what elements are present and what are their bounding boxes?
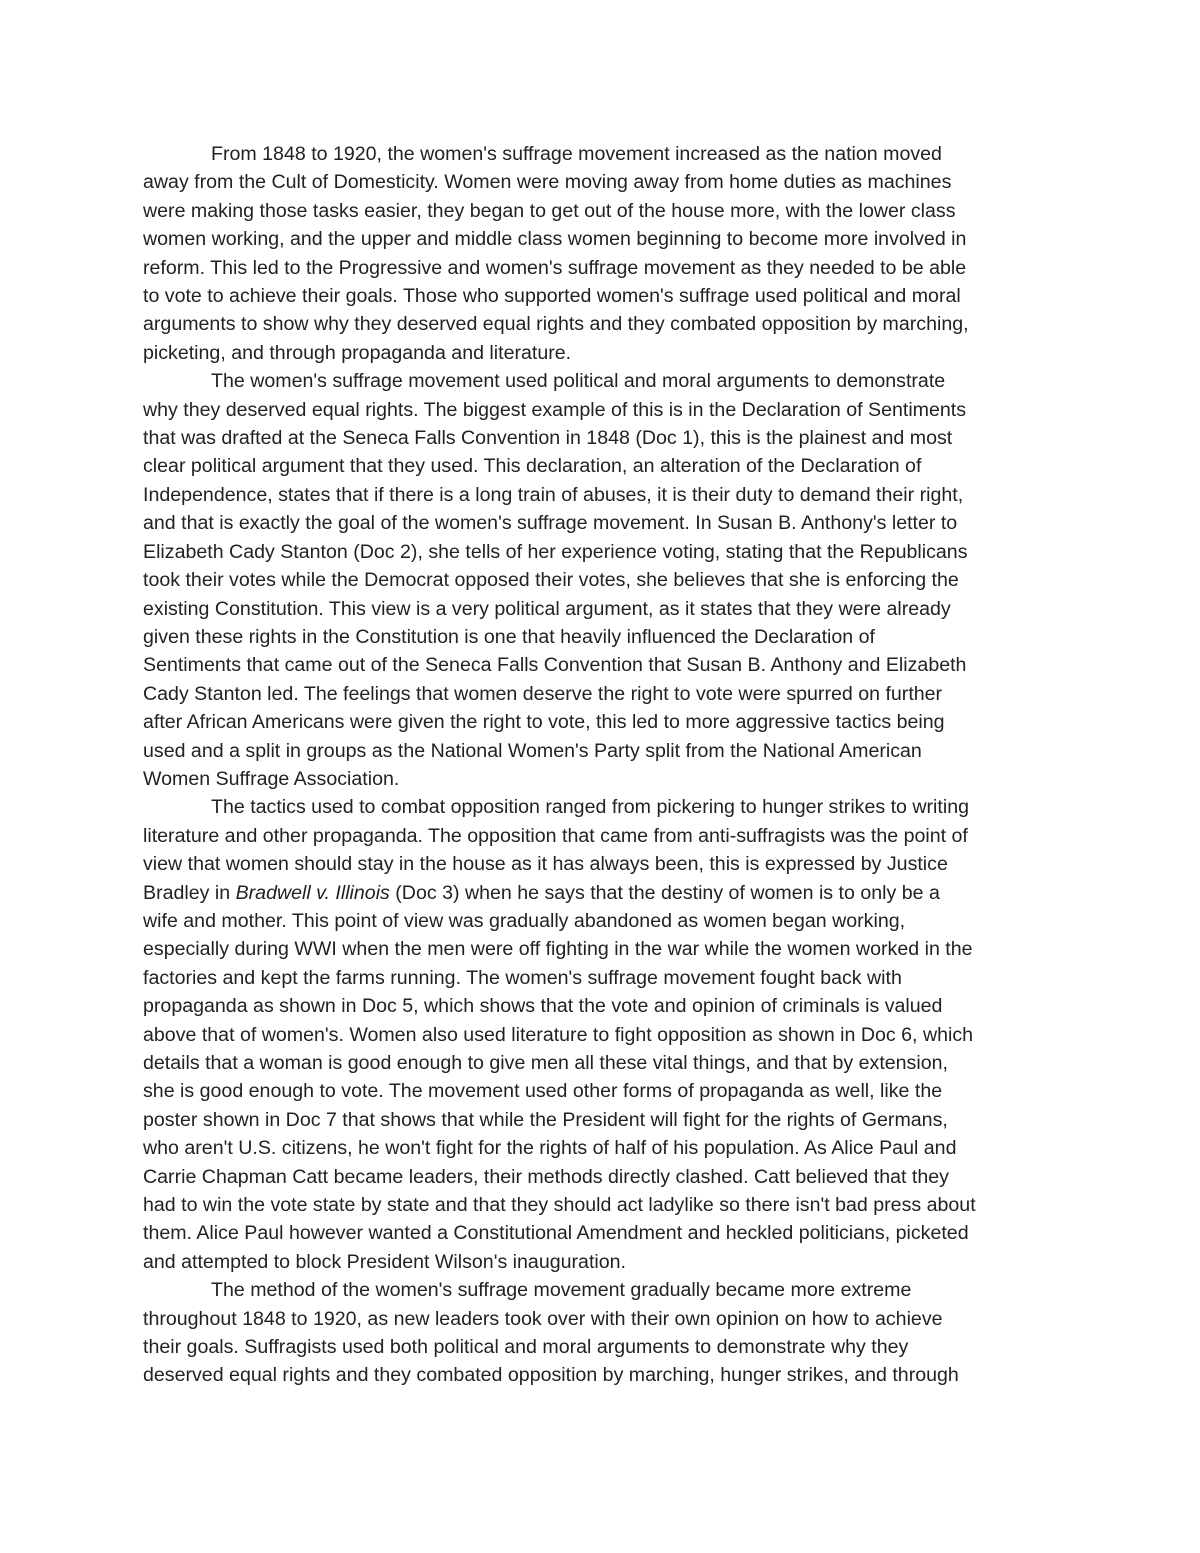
paragraph-conclusion (143, 1276, 1063, 1390)
text-line: their goals. Suffragists used both political and moral arguments to demonstrate why they (143, 1336, 909, 1359)
text-line: given these rights in the Constitution is one that heavily influenced the Declaration of (143, 625, 875, 648)
paragraph-tactics (143, 793, 1063, 1276)
text-line: throughout 1848 to 1920, as new leaders took over with their own opinion on how to achieve (143, 1307, 943, 1330)
text-line: she is good enough to vote. The movement used other forms of propaganda as well, like the (143, 1080, 943, 1103)
text-line: away from the Cult of Domesticity. Women were moving away from home duties as machines (143, 171, 952, 194)
text-line: reform. This led to the Progressive and women's suffrage movement as they needed to be able (143, 256, 967, 279)
text-line: women working, and the upper and middle class women beginning to become more involved in (143, 228, 967, 251)
case-name-italic: Bradwell v. Illinois (235, 881, 390, 904)
text-line: The women's suffrage movement used political and moral arguments to demonstrate (211, 370, 946, 393)
text-line: details that a woman is good enough to give men all these vital things, and that by extension, (143, 1052, 948, 1074)
text-line: Women Suffrage Association. (143, 767, 400, 790)
text-line: had to win the vote state by state and that they should act ladylike so there isn't bad press about (143, 1194, 976, 1217)
text-line: factories and kept the farms running. The women's suffrage movement fought back with (143, 966, 902, 989)
document-page (143, 140, 1063, 1390)
text-line: were making those tasks easier, they began to get out of the house more, with the lower class (143, 199, 956, 222)
text-line: to vote to achieve their goals. Those who supported women's suffrage used political and moral (143, 285, 961, 308)
text-line: Elizabeth Cady Stanton (Doc 2), she tells of her experience voting, stating that the Republicans (143, 540, 968, 563)
text-line: deserved equal rights and they combated opposition by marching, hunger strikes, and through (143, 1364, 959, 1387)
text-line: clear political argument that they used. This declaration, an alteration of the Declaration of (143, 455, 922, 478)
text-line: literature and other propaganda. The opposition that came from anti-suffragists was the point of (143, 824, 968, 847)
text-line: and that is exactly the goal of the women's suffrage movement. In Susan B. Anthony's letter to (143, 512, 958, 535)
text-line: who aren't U.S. citizens, he won't fight for the rights of half of his population. As Alice Paul and (143, 1137, 957, 1160)
text-line: above that of women's. Women also used literature to fight opposition as shown in Doc 6, which (143, 1023, 974, 1046)
text-line: Carrie Chapman Catt became leaders, their methods directly clashed. Catt believed that they (143, 1165, 949, 1188)
text-line: propaganda as shown in Doc 5, which shows that the vote and opinion of criminals is valued (143, 995, 943, 1018)
text-line: especially during WWI when the men were off fighting in the war while the women worked in the (143, 938, 973, 961)
text-segment: (Doc 3) when he says that the destiny of women is to only be a (389, 881, 940, 904)
text-line: wife and mother. This point of view was gradually abandoned as women began working, (143, 909, 906, 932)
text-line: The tactics used to combat opposition ranged from pickering to hunger strikes to writing (211, 796, 970, 819)
text-line: after African Americans were given the right to vote, this led to more aggressive tactics being (143, 711, 945, 734)
paragraph-arguments (143, 367, 1063, 793)
text-line: picketing, and through propaganda and literature. (143, 341, 572, 364)
text-line: and attempted to block President Wilson's inauguration. (143, 1250, 626, 1273)
text-line-with-case-name (143, 879, 1063, 907)
paragraph-intro (143, 140, 1063, 367)
text-line: poster shown in Doc 7 that shows that while the President will fight for the rights of Germans, (143, 1108, 948, 1131)
text-segment: Bradley in (143, 881, 236, 904)
text-line: Sentiments that came out of the Seneca Falls Convention that Susan B. Anthony and Elizabeth (143, 654, 967, 677)
text-line: Cady Stanton led. The feelings that women deserve the right to vote were spurred on further (143, 682, 943, 705)
text-line: Independence, states that if there is a long train of abuses, it is their duty to demand their right, (143, 483, 964, 506)
text-line: them. Alice Paul however wanted a Constitutional Amendment and heckled politicians, picketed (143, 1222, 969, 1245)
text-line: existing Constitution. This view is a very political argument, as it states that they were already (143, 597, 951, 620)
text-line: used and a split in groups as the National Women's Party split from the National American (143, 739, 922, 762)
text-line: why they deserved equal rights. The biggest example of this is in the Declaration of Sentiments (143, 398, 967, 421)
text-line: The method of the women's suffrage movement gradually became more extreme (211, 1279, 912, 1302)
text-line: From 1848 to 1920, the women's suffrage movement increased as the nation moved (211, 143, 942, 165)
text-line: view that women should stay in the house as it has always been, this is expressed by Justice (143, 853, 948, 876)
text-line: that was drafted at the Seneca Falls Convention in 1848 (Doc 1), this is the plainest and most (143, 427, 953, 450)
text-line: arguments to show why they deserved equal rights and they combated opposition by marching, (143, 313, 969, 336)
text-line: took their votes while the Democrat opposed their votes, she believes that she is enforcing the (143, 569, 959, 592)
